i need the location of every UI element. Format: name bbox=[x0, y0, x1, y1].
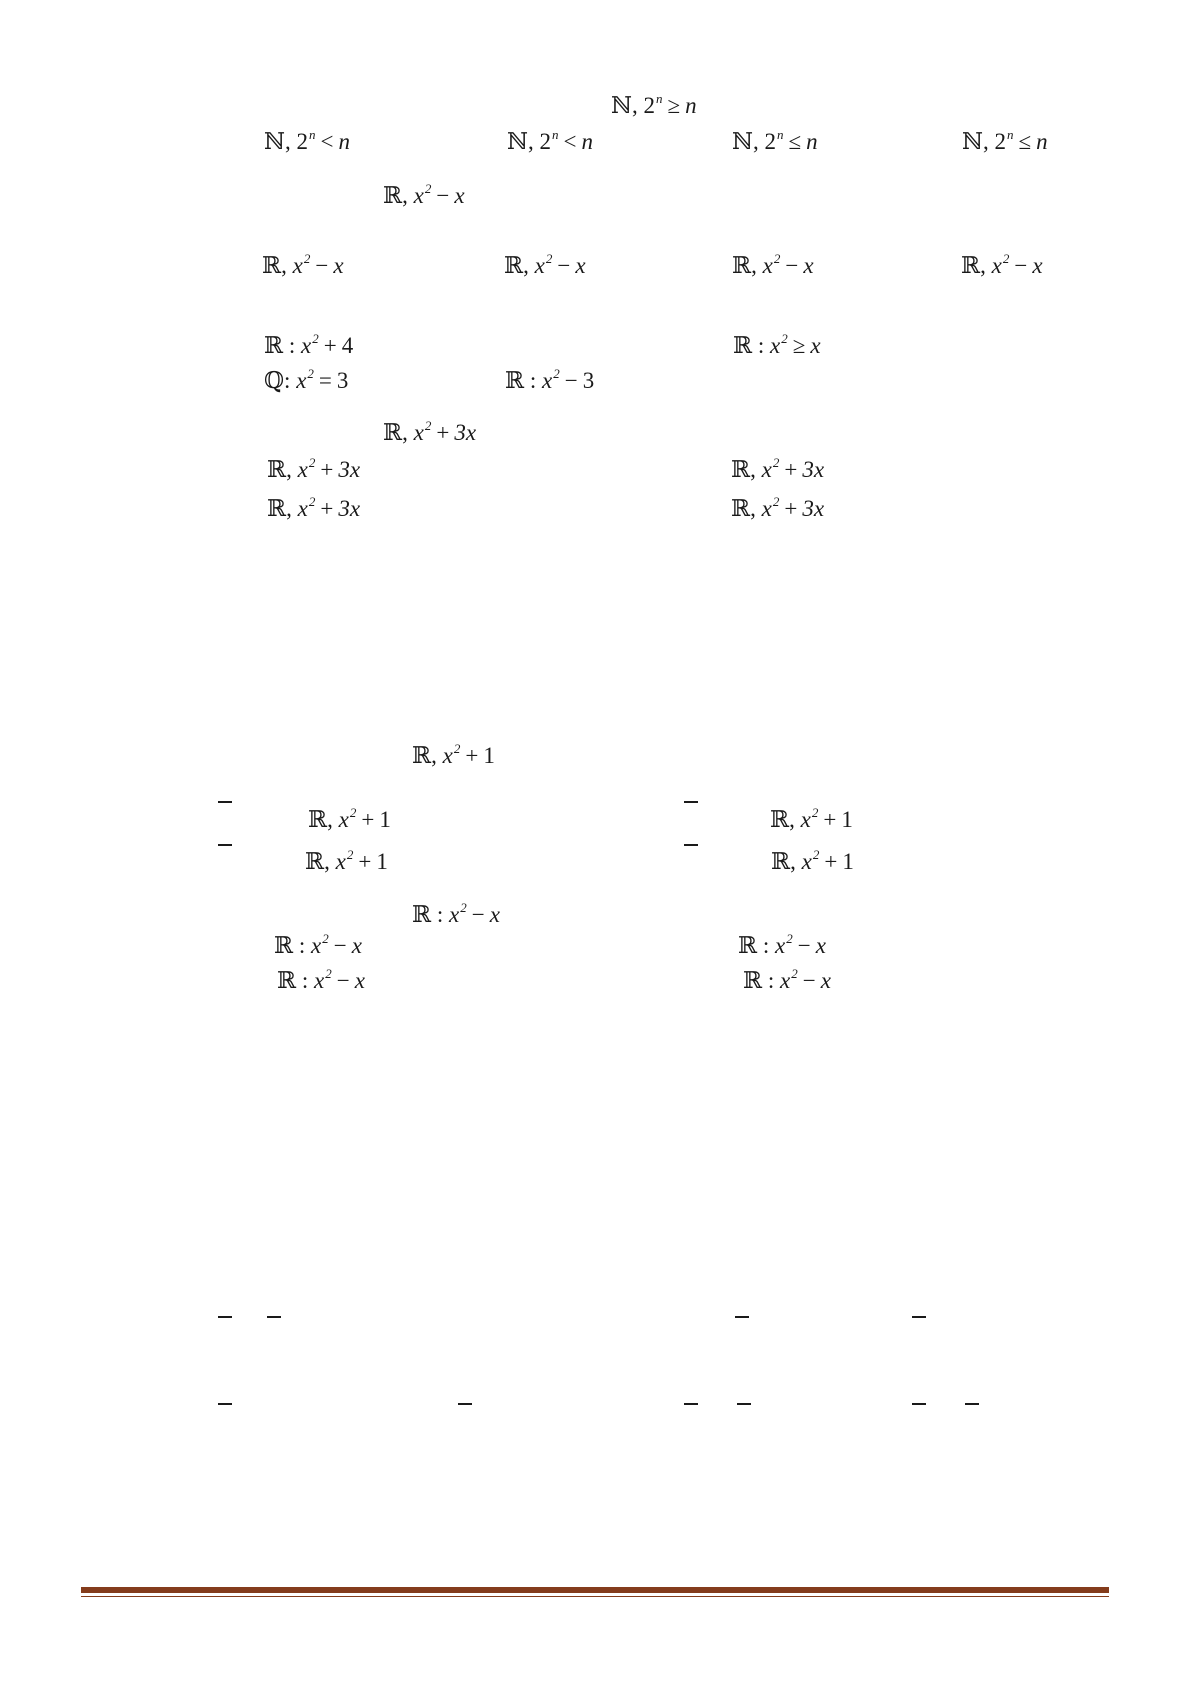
rhs: n bbox=[685, 93, 697, 118]
set-symbol: ℝ bbox=[961, 253, 981, 278]
base: 2 bbox=[296, 129, 309, 154]
operator: − bbox=[557, 253, 571, 278]
q5-dash-c bbox=[218, 844, 232, 846]
separator: , bbox=[789, 807, 795, 832]
set-symbol: ℝ bbox=[743, 968, 763, 993]
rhs: n bbox=[581, 129, 594, 154]
footer-rule-thick bbox=[81, 1587, 1109, 1593]
rhs: x bbox=[803, 253, 814, 278]
q6-stem-formula bbox=[412, 901, 500, 926]
exponent: 2 bbox=[322, 931, 329, 946]
set-symbol: ℝ bbox=[771, 849, 791, 874]
base: x bbox=[292, 253, 303, 278]
fraction-bar bbox=[458, 1403, 472, 1405]
q2-stem-formula bbox=[383, 182, 465, 207]
exponent: n bbox=[552, 127, 559, 142]
exponent: 2 bbox=[545, 251, 553, 266]
base: x bbox=[314, 968, 325, 993]
set-symbol: ℝ bbox=[412, 902, 432, 927]
operator: − bbox=[1014, 253, 1028, 278]
separator: , bbox=[431, 743, 437, 768]
base: x bbox=[534, 253, 545, 278]
base: x bbox=[301, 333, 312, 358]
operator: − bbox=[797, 933, 811, 958]
separator: : bbox=[293, 933, 306, 958]
q6-option-c bbox=[277, 967, 365, 992]
separator: : bbox=[752, 333, 765, 358]
rhs: 3 bbox=[582, 368, 595, 393]
rhs: x bbox=[575, 253, 586, 278]
separator: , bbox=[751, 253, 757, 278]
operator: + bbox=[784, 457, 798, 482]
base: x bbox=[542, 368, 553, 393]
q4-option-d bbox=[731, 495, 824, 520]
set-symbol: ℝ bbox=[412, 743, 432, 768]
exponent: 2 bbox=[460, 900, 467, 915]
rhs: 1 bbox=[842, 849, 854, 874]
base: x bbox=[297, 457, 308, 482]
separator: , bbox=[632, 93, 638, 118]
q1-stem-formula bbox=[611, 92, 697, 117]
rhs: x bbox=[351, 933, 362, 958]
relation: ≤ bbox=[1018, 129, 1032, 154]
exponent: 2 bbox=[308, 494, 316, 509]
set-symbol: ℝ bbox=[308, 807, 328, 832]
rhs: x bbox=[333, 253, 344, 278]
set-symbol: ℝ bbox=[267, 457, 287, 482]
rhs: 3x bbox=[802, 496, 825, 521]
exponent: 2 bbox=[791, 966, 798, 981]
q5-dash-a bbox=[218, 801, 232, 803]
exponent: 2 bbox=[786, 931, 793, 946]
separator: , bbox=[286, 496, 292, 521]
exponent: 2 bbox=[307, 366, 314, 381]
q4-option-a bbox=[267, 456, 360, 481]
rhs: x bbox=[454, 183, 465, 208]
operator: + bbox=[361, 807, 375, 832]
relation: ≥ bbox=[667, 93, 681, 118]
base: x bbox=[311, 933, 322, 958]
exponent: 2 bbox=[1002, 251, 1010, 266]
q1-option-b bbox=[507, 128, 593, 153]
separator: , bbox=[285, 129, 291, 154]
q1-option-d bbox=[962, 128, 1048, 153]
fraction-bar bbox=[737, 1403, 751, 1405]
exponent: 2 bbox=[553, 366, 560, 381]
relation: ≤ bbox=[788, 129, 802, 154]
exponent: n bbox=[309, 127, 316, 142]
q3-option-b bbox=[733, 332, 821, 357]
base: x bbox=[297, 496, 308, 521]
q5-option-c bbox=[305, 848, 388, 873]
set-symbol: ℕ bbox=[507, 129, 529, 154]
exponent: n bbox=[777, 127, 784, 142]
fraction-bar bbox=[735, 1316, 749, 1318]
operator: − bbox=[785, 253, 799, 278]
base: x bbox=[775, 933, 786, 958]
set-symbol: ℝ bbox=[733, 333, 753, 358]
footer-rule-thin bbox=[81, 1596, 1109, 1597]
q1-option-a bbox=[264, 128, 350, 153]
operator: = bbox=[318, 368, 332, 393]
separator: : bbox=[284, 368, 291, 393]
base: x bbox=[442, 743, 453, 768]
separator: , bbox=[281, 253, 287, 278]
set-symbol: ℕ bbox=[264, 129, 286, 154]
rhs: 3x bbox=[338, 496, 361, 521]
base: x bbox=[761, 496, 772, 521]
separator: : bbox=[524, 368, 537, 393]
set-symbol: ℝ bbox=[770, 807, 790, 832]
separator: , bbox=[402, 420, 408, 445]
operator: − bbox=[802, 968, 816, 993]
q6-option-b bbox=[738, 932, 826, 957]
q4-option-c bbox=[267, 495, 360, 520]
set-symbol: ℝ bbox=[274, 933, 294, 958]
base: x bbox=[413, 420, 424, 445]
set-symbol: ℝ bbox=[738, 933, 758, 958]
rhs: x bbox=[810, 333, 821, 358]
separator: : bbox=[296, 968, 309, 993]
base: x bbox=[449, 902, 460, 927]
exponent: 2 bbox=[781, 331, 788, 346]
exponent: 2 bbox=[811, 805, 819, 820]
separator: , bbox=[980, 253, 986, 278]
set-symbol: ℕ bbox=[732, 129, 754, 154]
exponent: 2 bbox=[312, 331, 319, 346]
q2-option-b bbox=[504, 252, 586, 277]
set-symbol: ℝ bbox=[264, 333, 284, 358]
operator: + bbox=[358, 849, 372, 874]
q5-option-d bbox=[771, 848, 854, 873]
q4-stem-formula bbox=[383, 419, 476, 444]
q5-option-b bbox=[770, 806, 853, 831]
base: 2 bbox=[643, 93, 656, 118]
set-symbol: ℝ bbox=[267, 496, 287, 521]
set-symbol: ℝ bbox=[262, 253, 282, 278]
operator: − bbox=[315, 253, 329, 278]
separator: , bbox=[528, 129, 534, 154]
set-symbol: ℕ bbox=[962, 129, 984, 154]
rhs: 3 bbox=[336, 368, 349, 393]
operator: + bbox=[320, 457, 334, 482]
operator: − bbox=[336, 968, 350, 993]
exponent: 2 bbox=[773, 251, 781, 266]
q5-option-a bbox=[308, 806, 391, 831]
q1-option-c bbox=[732, 128, 818, 153]
operator: − bbox=[471, 902, 485, 927]
separator: : bbox=[762, 968, 775, 993]
exponent: 2 bbox=[303, 251, 311, 266]
separator: , bbox=[402, 183, 408, 208]
operator: + bbox=[323, 333, 337, 358]
rhs: x bbox=[820, 968, 831, 993]
q2-option-a bbox=[262, 252, 344, 277]
base: x bbox=[991, 253, 1002, 278]
exponent: 2 bbox=[308, 455, 316, 470]
fraction-bar bbox=[912, 1316, 926, 1318]
exponent: 2 bbox=[772, 494, 780, 509]
fraction-bar bbox=[218, 1316, 232, 1318]
rhs: 3x bbox=[802, 457, 825, 482]
q4-option-b bbox=[731, 456, 824, 481]
exponent: n bbox=[1007, 127, 1014, 142]
q3-option-d bbox=[505, 367, 594, 392]
q5-stem-formula bbox=[412, 742, 495, 767]
base: x bbox=[296, 368, 307, 393]
operator: + bbox=[784, 496, 798, 521]
exponent: 2 bbox=[346, 847, 354, 862]
base: x bbox=[413, 183, 424, 208]
fraction-bar bbox=[965, 1403, 979, 1405]
base: x bbox=[338, 807, 349, 832]
base: 2 bbox=[994, 129, 1007, 154]
separator: , bbox=[324, 849, 330, 874]
separator: , bbox=[286, 457, 292, 482]
rhs: x bbox=[489, 902, 500, 927]
set-symbol: ℝ bbox=[383, 183, 403, 208]
base: x bbox=[780, 968, 791, 993]
set-symbol: ℝ bbox=[383, 420, 403, 445]
set-symbol: ℝ bbox=[504, 253, 524, 278]
rhs: 3x bbox=[454, 420, 477, 445]
fraction-bar bbox=[218, 1403, 232, 1405]
operator: + bbox=[823, 807, 837, 832]
q6-option-a bbox=[274, 932, 362, 957]
base: x bbox=[801, 849, 812, 874]
operator: + bbox=[436, 420, 450, 445]
operator: − bbox=[564, 368, 578, 393]
base: x bbox=[762, 253, 773, 278]
base: x bbox=[800, 807, 811, 832]
operator: + bbox=[824, 849, 838, 874]
q3-option-c bbox=[264, 367, 348, 392]
set-symbol: ℝ bbox=[731, 457, 751, 482]
set-symbol: ℝ bbox=[277, 968, 297, 993]
set-symbol: ℚ bbox=[264, 368, 285, 393]
base: x bbox=[335, 849, 346, 874]
exponent: 2 bbox=[349, 805, 357, 820]
rhs: n bbox=[338, 129, 351, 154]
separator: , bbox=[750, 496, 756, 521]
operator: − bbox=[436, 183, 450, 208]
set-symbol: ℝ bbox=[732, 253, 752, 278]
base: 2 bbox=[764, 129, 777, 154]
separator: , bbox=[790, 849, 796, 874]
base: x bbox=[770, 333, 781, 358]
separator: : bbox=[431, 902, 444, 927]
separator: , bbox=[523, 253, 529, 278]
q2-option-d bbox=[961, 252, 1043, 277]
exponent: 2 bbox=[812, 847, 820, 862]
set-symbol: ℝ bbox=[305, 849, 325, 874]
set-symbol: ℝ bbox=[731, 496, 751, 521]
rhs: n bbox=[1036, 129, 1048, 154]
base: x bbox=[761, 457, 772, 482]
exponent: 2 bbox=[424, 181, 432, 196]
q5-dash-b bbox=[684, 801, 698, 803]
exponent: n bbox=[656, 91, 663, 106]
fraction-bar bbox=[267, 1316, 281, 1318]
exponent: 2 bbox=[325, 966, 332, 981]
operator: − bbox=[333, 933, 347, 958]
rhs: x bbox=[815, 933, 826, 958]
rhs: 3x bbox=[338, 457, 361, 482]
separator: , bbox=[753, 129, 759, 154]
q2-option-c bbox=[732, 252, 814, 277]
operator: + bbox=[465, 743, 479, 768]
q5-dash-d bbox=[684, 844, 698, 846]
exponent: 2 bbox=[424, 418, 432, 433]
separator: : bbox=[283, 333, 296, 358]
set-symbol: ℝ bbox=[505, 368, 525, 393]
relation: < bbox=[563, 129, 577, 154]
operator: ≥ bbox=[792, 333, 806, 358]
separator: : bbox=[757, 933, 770, 958]
rhs: 1 bbox=[376, 849, 388, 874]
rhs: n bbox=[806, 129, 818, 154]
exponent: 2 bbox=[453, 741, 461, 756]
base: 2 bbox=[539, 129, 552, 154]
relation: < bbox=[320, 129, 334, 154]
separator: , bbox=[327, 807, 333, 832]
rhs: 1 bbox=[379, 807, 391, 832]
fraction-bar bbox=[684, 1403, 698, 1405]
separator: , bbox=[750, 457, 756, 482]
fraction-bar bbox=[912, 1403, 926, 1405]
rhs: 4 bbox=[341, 333, 354, 358]
separator: , bbox=[983, 129, 989, 154]
q6-option-d bbox=[743, 967, 831, 992]
q3-option-a bbox=[264, 332, 353, 357]
exponent: 2 bbox=[772, 455, 780, 470]
rhs: x bbox=[1032, 253, 1043, 278]
set-symbol: ℕ bbox=[611, 93, 633, 118]
rhs: 1 bbox=[483, 743, 495, 768]
rhs: 1 bbox=[841, 807, 853, 832]
operator: + bbox=[320, 496, 334, 521]
rhs: x bbox=[354, 968, 365, 993]
